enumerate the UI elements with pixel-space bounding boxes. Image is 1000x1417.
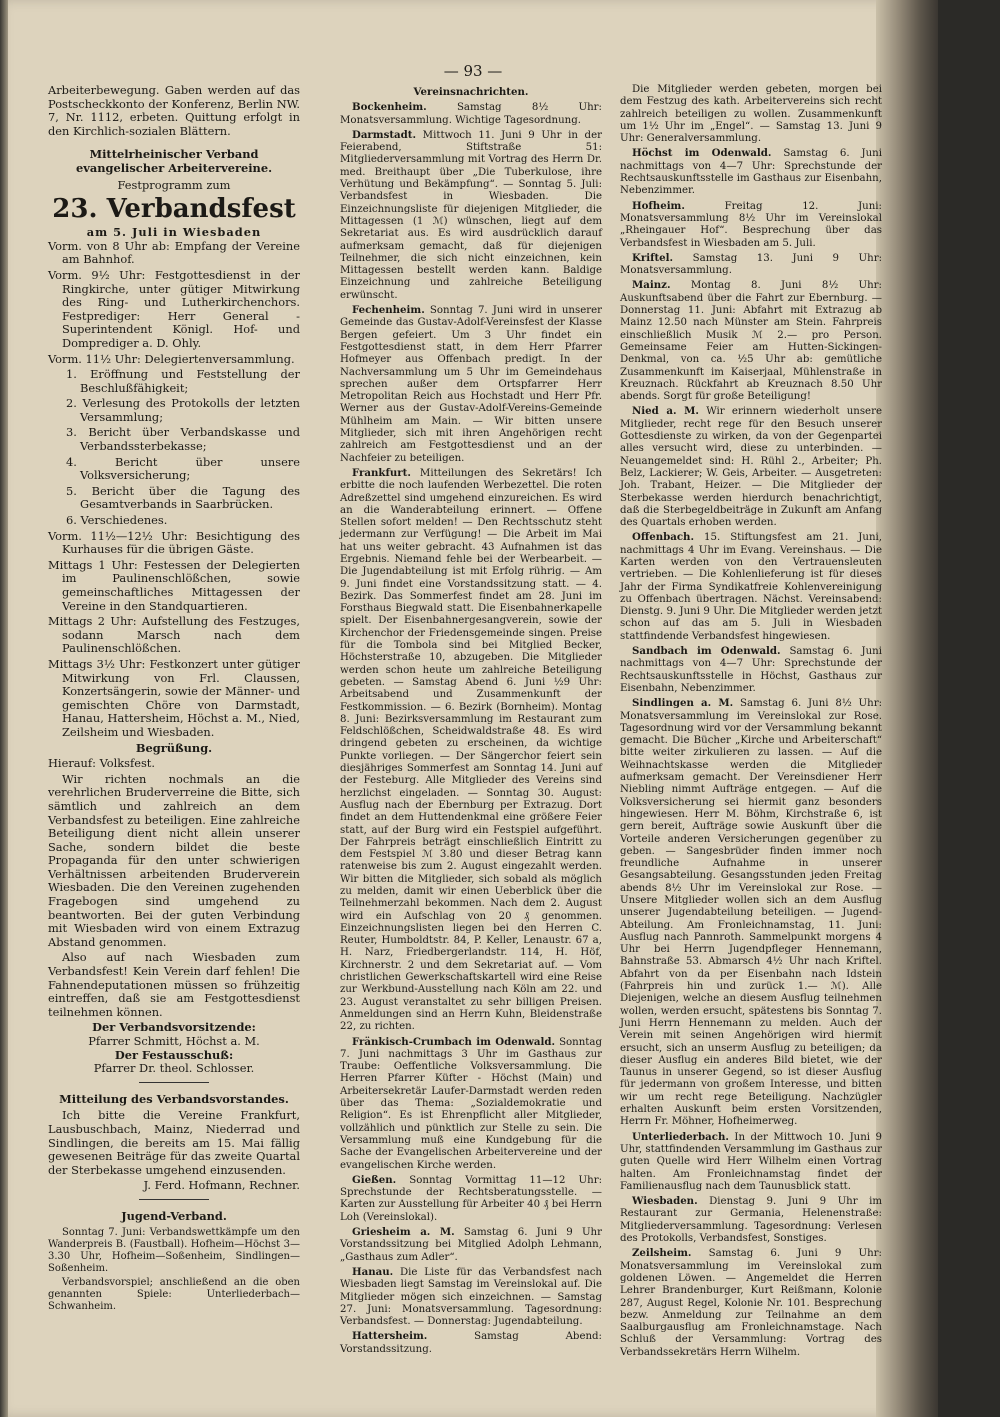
- news-item-place: Hanau.: [352, 1265, 394, 1278]
- news-item-text: Mitteilungen des Sekretärs! Ich erbitte die noch laufenden Werbezettel. Die roten Adreßzettel sind umgehend einzureichen. Es wird an die Wanderabteilung erinnert. — Offene Stellen sofort melden! — Den Rechtsschutz steht jedermann zur Verfügung! — Die Arbeit im Mai hat uns weiter gebracht. 43 Aufnahmen ist das Ergebnis. Niemand fehle bei der Werbearbeit. — Die Jugendabteilung ist mit Erfolg rührig. — Am 9. Juni findet eine Vorstandssitzung statt. — 4. Bezirk. Das Sommerfest findet am 28. Juni im Forsthaus Biegwald statt. Die Eisenbahnerkapelle spielt. Der Eisenbahnergesangverein, sowie der Kirchenchor der Friedensgemeinde singen. Preise für die Tombola sind bei Mitglied Becker, Höchsterstraße 10, abzugeben. Die Mitglieder werden schon heute um zahlreiche Beteiligung gebeten. — Samstag Abend 6. Juni ½9 Uhr: Arbeitsabend und Zusammenkunft der Festkommission. — 6. Bezirk (Bornheim). Montag 8. Juni: Bezirksversammlung im Restaurant zum Feldschlößchen, Scheidwaldstraße 48. Es wird dringend gebeten zu erscheinen, da wichtige Punkte vorliegen. — Der Sängerchor feiert sein diesjähriges Sommerfest am Sonntag 14. Juni auf der Festeburg. Alle Mitglieder des Vereins sind herzlichst eingeladen. — Sonntag 30. August: Ausflug nach der Ebernburg per Extrazug. Dort findet an dem Huttendenkmal eine größere Feier statt, auf der Burg wird ein Festspiel aufgeführt. Der Fahrpreis beträgt einschließlich Eintritt zu dem Festspiel ℳ 3.80 und dieser Betrag kann ratenweise bis zum 2. August eingezahlt werden. Wir bitten die Mitglieder, sich sobald als möglich zu melden, damit wir einen Ueberblick über die Teilnehmerzahl bekommen. Nach dem 2. August wird ein Aufschlag von 20 ₰ genommen. Einzeichnungslisten liegen bei den Herren C. Reuter, Humboldtstr. 84, P. Keller, Lenaustr. 67 a, H. Narz, Friedbergerlandstr. 114, H. Höf, Kirchnerstr. 2 und dem Sekretariat auf. — Vom christlichen Gewerkschaftskartell wird eine Reise zur Werkbund-Ausstellung nach Köln am 22. und 23. August veranstaltet zu sehr billigen Preisen. Anmeldungen sind an Herrn Kuhn, Bleidenstraße 22, zu richten.: [340, 467, 602, 1033]
- news-item-place: Nied a. M.: [632, 405, 699, 418]
- news-item-text: Samstag 6. Juni 9 Uhr Vorstandssitzung bei Mitglied Adolph Lehmann, „Gasthaus zum Adler“.: [340, 1227, 602, 1263]
- news-item-text: Die Mitglieder werden gebeten, morgen bei dem Festzug des kath. Arbeitervereins sich recht zahlreich beteiligen zu wollen. Zusammenkunft um 1½ Uhr im „Engel“. — Samstag 13. Juni 9 Uhr: Generalversammlung.: [620, 84, 882, 145]
- news-item-text: Samstag Abend: Vorstandssitzung.: [340, 1331, 602, 1355]
- verbandsfest-date: am 5. Juli in Wiesbaden: [86, 225, 262, 240]
- news-item-place: Fränkisch-Crumbach im Odenwald.: [352, 1035, 556, 1048]
- news-item-text: Samstag 6. Juni 8½ Uhr: Monatsversammlung im Vereinslokal zur Rose. Tagesordnung wird vor der Versammlung bekannt gemacht. Die Bücher „Kirche und Arbeiterschaft“ bitte weiter zirkulieren zu lassen. — Auf die Weihnachtskasse werden die Mitglieder aufmerksam gemacht. Der Vereinsdiener Herr Niebling nimmt Aufträge entgegen. — Auf die Volksversicherung sei hiermit ganz besonders hingewiesen. Herr M. Böhm, Kirchstraße 6, ist gern bereit, Aufträge sowie Auskunft über die Vorteile anderen Versicherungen gegenüber zu geben. — Sangesbrüder finden immer noch freundliche Aufnahme in unserer Gesangsabteilung. Gesangsstunden jeden Freitag abends 8½ Uhr im Vereinslokal zur Rose. — Unsere Mitglieder wollen sich an dem Ausflug unserer Jugendabteilung beteiligen. — Jugend-Abteilung. Am Fronleichnamstag, 11. Juni: Ausflug nach Pannroth. Sammelpunkt morgens 4 Uhr bei Herrn Jugendpfleger Hennemann, Bahnstraße 53. Abmarsch 4½ Uhr nach Kriftel. Abfahrt von da per Eisenbahn nach Idstein (Fahrpreis hin und zurück 1.— ℳ). Alle Diejenigen, welche an diesem Ausflug teilnehmen wollen, werden ersucht, spätestens bis Sonntag 7. Juni Herrn Hennemann zu melden. Auch der Verein mit seinen Angehörigen wird hiermit ersucht, sich an unserm Ausflug zu beteiligen; da dieser Ausflug ein anderes Bild bietet, wie der Taunus in unserer Gegend, so ist dieser Ausflug für jedermann von großem Interesse, und bitten wir um recht rege Beteiligung. Nachzügler erhalten Auskunft beim ersten Vorsitzenden, Herrn Fr. Möhner, Hofheimerweg.: [620, 698, 882, 1128]
- news-item-text: Wir erinnern wiederholt unsere Mitglieder, recht rege für den Besuch unserer Gottesdienste zu wirken, da von der Gegenpartei alles versucht wird, diese zu unterbinden. — Neuangemeldet sind: H. Rühl 2., Arbeiter; Ph. Belz, Lackierer; W. Geis, Arbeiter. — Ausgetreten: Joh. Trabant, Heizer. — Die Mitglieder der Sterbekasse werden hierdurch benachrichtigt, daß die Sterbegeldbeiträge in Zukunft am Anfang des Quartals erhoben werden.: [620, 406, 882, 529]
- news-item-place: Gießen.: [352, 1173, 397, 1186]
- news-item-text: Montag 8. Juni 8½ Uhr: Auskunftsabend über die Fahrt zur Ebernburg. — Donnerstag 11. Juni: Abfahrt mit Extrazug ab Mainz 12.50 nach Münster am Stein. Fahrpreis einschließlich Musik ℳ 2.— pro Person. Gemeinsame Feier am Hutten-Sickingen-Denkmal, von ca. ½5 Uhr ab: gemütliche Zusammenkunft im Kaiserjaal, Mühlenstraße in Kreuznach. Rückfahrt ab Kreuznach 8.50 Uhr abends. Sorgt für große Beteiligung!: [620, 280, 882, 403]
- vorsitzender-name: Pfarrer Schmitt, Höchst a. M.: [88, 1034, 260, 1048]
- program-item: Mittags 1 Uhr: Festessen der Delegierten im Paulinenschlößchen, sowie gemeinschaftliches Mittagessen der Vereine in den Standquartieren.: [48, 557, 300, 613]
- news-item: [340, 304, 602, 465]
- news-item-text: Mittwoch 11. Juni 9 Uhr in der Feierabend, Stiftstraße 51: Mitgliederversammlung mit Vortrag des Herrn Dr. med. Breithaupt über „Die Tuberkulose, ihre Verhütung und Bekämpfung“. — Sonntag 5. Juli: Verbandsfest in Wiesbaden. Die Einzeichnungsliste für diejenigen Mitglieder, die Mittagessen (1 ℳ) wünschen, liegt auf dem Sekretariat aus. Es wird ausdrücklich darauf aufmerksam gemacht, daß für diejenigen Teilnehmer, die sich nicht einzeichnen, kein Mittagessen bestellt werden kann. Baldige Einzeichnung und zahlreiche Beteiligung erwünscht.: [340, 129, 602, 301]
- agenda-item: 6. Verschiedenes.: [66, 513, 168, 528]
- news-item: [620, 405, 882, 529]
- news-item-place: Offenbach.: [632, 531, 695, 544]
- jugend-text: Sonntag 7. Juni: Verbandswettkämpfe um den Wanderpreis B. (Faustball). Hofheim—Höchst 3—3.30 Uhr, Hofheim—Soßenheim, Sindlingen—Soßenheim.: [48, 1226, 300, 1274]
- news-item: [620, 279, 882, 403]
- news-item: [340, 1330, 602, 1356]
- news-item-place: Fechenheim.: [352, 304, 425, 317]
- festausschuss-heading: Der Festausschuß:: [114, 1047, 234, 1062]
- agenda-item: 1. Eröffnung und Feststellung der Beschlußfähigkeit;: [66, 367, 300, 395]
- mitteilung-heading: Mitteilung des Verbandsvorstandes.: [59, 1091, 289, 1106]
- news-item-place: Hofheim.: [632, 199, 685, 212]
- festausschuss-name: Pfarrer Dr. theol. Schlosser.: [93, 1061, 255, 1076]
- mitteilung-text: Ich bitte die Vereine Frankfurt, Lausbuschbach, Mainz, Niederrad und Sindlingen, die bereits am 15. Mai fällig gewesenen Beiträge für das zweite Quartal der Sterbekasse umgehend einzusenden.: [48, 1108, 300, 1177]
- news-item-text: Samstag 13. Juni 9 Uhr: Monatsversammlung.: [620, 252, 882, 277]
- newspaper-page: [8, 0, 938, 1417]
- hierauf: Hierauf: Volksfest.: [48, 756, 155, 771]
- news-item: [620, 1195, 882, 1245]
- column-1: [48, 84, 300, 1315]
- news-item-text: Sonntag Vormittag 11—12 Uhr: Sprechstunde der Rechtsberatungsstelle. — Karten zur Ausstellung für Arbeiter 40 ₰ bei Herrn Loh (Vereinslokal).: [340, 1174, 602, 1223]
- news-item-text: Dienstag 9. Juni 9 Uhr im Restaurant zur Germania, Helenenstraße: Mitgliederversammlung. Tagesordnung: Verlesen des Protokolls, Verbandsfest, Sonstiges.: [620, 1196, 882, 1245]
- news-item-place: Griesheim a. M.: [352, 1226, 455, 1239]
- program-item: Vorm. 11½—12½ Uhr: Besichtigung des Kurhauses für die übrigen Gäste.: [48, 528, 300, 557]
- page-stack-edge: [876, 0, 938, 1417]
- news-item: [620, 200, 882, 250]
- news-item-text: Sonntag 7. Juni nachmittags 3 Uhr im Gasthaus zur Traube: Oeffentliche Volksversammlung. Die Herren Pfarrer Küfter - Höchst (Main) und Arbeitersekretär Laufer-Darmstadt werden reden über das Thema: „Sozialdemokratie und Religion“. Es ist Ehrenpflicht aller Mitglieder, vollzählich und pünktlich zur Stelle zu sein. Die Versammlung muß eine Kundgebung für die Sache der Evangelischen Arbeitervereine und der evangelischen Kirche werden.: [340, 1036, 602, 1171]
- news-item: [620, 147, 882, 197]
- agenda-item: 2. Verlesung des Protokolls der letzten Versammlung;: [66, 396, 300, 424]
- news-item: [340, 1266, 602, 1328]
- news-item: [340, 129, 602, 302]
- news-item-place: Mainz.: [632, 279, 671, 292]
- appeal-paragraph-2: Also auf nach Wiesbaden zum Verbandsfest! Kein Verein darf fehlen! Die Fahnendeputationen müssen so frühzeitig eintreffen, daß sie am Festgottesdienst teilnehmen können.: [48, 950, 300, 1019]
- program-item: Vorm. 11½ Uhr: Delegiertenversammlung.: [48, 351, 295, 366]
- news-item-text: Sonntag 7. Juni wird in unserer Gemeinde das Gustav-Adolf-Vereinsfest der Klasse Bergen gefeiert. Um 3 Uhr findet ein Festgottesdienst statt, in dem Herr Pfarrer Hofmeyer aus Offenbach predigt. In der Nachversammlung um 5 Uhr im Gemeindehaus sprechen außer dem Ortspfarrer Herr Metropolitan Reich aus Hochstadt und Herr Pfr. Werner aus der Gustav-Adolf-Vereins-Gemeinde Mühlheim am Main. — Wir bitten unsere Mitglieder, sich mit ihren Angehörigen recht zahlreich am Festgottesdienst und an der Nachfeier zu beteiligen.: [340, 305, 602, 464]
- verbandsfest-title: 23. Verbandsfest: [52, 194, 296, 225]
- news-item-text: Freitag 12. Juni: Monatsversammlung 8½ Uhr im Vereinslokal „Rheingauer Hof“. Besprechung über das Verbandsfest in Wiesbaden am 5. Juli.: [620, 200, 882, 249]
- program-item: Mittags 3½ Uhr: Festkonzert unter gütiger Mitwirkung von Frl. Claussen, Konzertsängerin, sowie der Männer- und gemischten Chöre von Darmstadt, Hanau, Hattersheim, Höchst a. M., Nied, Zeilsheim und Wiesbaden.: [48, 656, 300, 739]
- divider: [139, 1082, 209, 1083]
- news-item: [620, 531, 882, 643]
- news-item-place: Wiesbaden.: [632, 1195, 698, 1208]
- intro-paragraph: Arbeiterbewegung. Gaben werden auf das Postscheckkonto der Konferenz, Berlin NW. 7, Nr. 1112, erbeten. Quittung erfolgt in den Kirchlich-sozialen Blättern.: [48, 83, 300, 138]
- program-item: Vorm. von 8 Uhr ab: Empfang der Vereine am Bahnhof.: [48, 238, 300, 267]
- news-item: [340, 1226, 602, 1264]
- news-item-place: Unterliederbach.: [632, 1130, 729, 1143]
- begruessung: Begrüßung.: [135, 740, 213, 755]
- news-item-place: Sandbach im Odenwald.: [632, 645, 781, 658]
- news-item-place: Bockenheim.: [352, 101, 427, 114]
- festprogramm-label: Festprogramm zum: [117, 177, 231, 192]
- news-item-text: In der Mittwoch 10. Juni 9 Uhr, stattfindenden Versammlung im Gasthaus zur guten Quelle wird Herr Wilhelm einen Vortrag halten. Am Fronleichnamstag findet der Familienausflug nach dem Taunusblick statt.: [620, 1131, 883, 1192]
- news-item-place: Frankfurt.: [352, 466, 411, 479]
- news-item-text: Samstag 8½ Uhr: Monatsversammlung. Wichtige Tagesordnung.: [340, 102, 602, 126]
- page-number: — 93 —: [443, 62, 503, 80]
- program-item: Mittags 2 Uhr: Aufstellung des Festzuges, sodann Marsch nach dem Paulinenschlößchen.: [48, 614, 300, 656]
- agenda-item: 3. Bericht über Verbandskasse und Verbandssterbekasse;: [66, 425, 300, 454]
- news-item-text: Samstag 6. Juni nachmittags von 4—7 Uhr: Sprechstunde der Rechtsauskunftsstelle in Höchst, Gasthaus zur Eisenbahn, Nebenzimmer.: [620, 646, 882, 694]
- news-item-text: 15. Stiftungsfest am 21. Juni, nachmittags 4 Uhr im Evang. Vereinshaus. — Die Karten werden von den Vertrauensleuten vertrieben. — Die Kohlenlieferung ist für dieses Jahr der Firma Syndikatfreie Kohlenvereinigung zu Offenbach übertragen. Nächst. Vereinsabend: Dienstg. 9. Juni 9 Uhr. Die Mitglieder werden jetzt schon auf das am 5. Juli in Wiesbaden stattfindende Verbandsfest hingewiesen.: [620, 532, 882, 642]
- news-item: [340, 467, 602, 1034]
- news-item-text: Die Liste für das Verbandsfest nach Wiesbaden liegt Samstag im Vereinslokal auf. Die Mitglieder mögen sich einzeichnen. — Samstag 27. Juni: Monatsversammlung. Tagesordnung: Verbandsfest. — Donnerstag: Jugendabteilung.: [340, 1266, 602, 1328]
- news-item-text: Samstag 6. Juni 9 Uhr: Monatsversammlung im Vereinslokal zum goldenen Löwen. — Angemeldet die Herren Lehrer Brandenburger, Kurt Reißmann, Kolonie 287, August Regel, Kolonie Nr. 101. Besprechung bezw. Anmeldung zur Teilnahme an dem Saalburgausflug am Fronleichnamstage. Nach Schluß der Versammlung: Vortrag des Verbandssekretärs Herrn Wilhelm.: [620, 1248, 882, 1358]
- column-3: [620, 84, 882, 1361]
- news-item: [620, 1131, 882, 1193]
- vorsitzender-heading: Der Verbandsvorsitzende:: [92, 1020, 256, 1035]
- news-item-place: Zeilsheim.: [632, 1247, 692, 1260]
- verband-heading: Mittelrheinischer Verband evangelischer Arbeitervereine.: [75, 147, 273, 175]
- vereinsnachrichten-heading: Vereinsnachrichten.: [413, 86, 529, 98]
- news-item: [620, 645, 882, 695]
- appeal-paragraph: Wir richten nochmals an die verehrlichen Bruderverreine die Bitte, sich sämtlich und zahlreich an dem Verbandsfest zu beteiligen. Eine zahlreiche Beteiligung dient nicht allein unserer Sache, sondern bildet die beste Propaganda für den unter schwierigen Verhältnissen arbeitenden Bruderverein Wiesbaden. Die den Vereinen zugehenden Fragebogen sind umgehend zu beantworten. Bei der guten Verbindung mit Wiesbaden wird von einem Extrazug Abstand genommen.: [48, 771, 300, 949]
- jugend-heading: Jugend-Verband.: [121, 1208, 227, 1223]
- mitteilung-signature: J. Ferd. Hofmann, Rechner.: [143, 1178, 300, 1193]
- divider: [139, 1199, 209, 1200]
- news-item-place: Darmstadt.: [352, 128, 417, 141]
- jugend-text-2: Verbandsvorspiel; anschließend an die oben genannten Spiele: Unterliederbach—Schwanheim.: [48, 1276, 300, 1312]
- news-item: [340, 1174, 602, 1224]
- agenda-item: 5. Bericht über die Tagung des Gesamtverbands in Saarbrücken.: [66, 483, 300, 512]
- program-item: Vorm. 9½ Uhr: Festgottesdienst in der Ringkirche, unter gütiger Mitwirkung des Ring- und Lutherkirchenchors. Festprediger: Herr General - Superintendent Königl. Hof- und Domprediger a. D. Ohly.: [48, 267, 300, 350]
- news-item-place: Hattersheim.: [352, 1330, 428, 1343]
- news-item: [620, 1247, 882, 1359]
- news-item-text: Samstag 6. Juni nachmittags von 4—7 Uhr: Sprechstunde der Rechtsauskunftsstelle im Gasthaus zur Eisenbahn, Nebenzimmer.: [620, 148, 882, 197]
- agenda-item: 4. Bericht über unsere Volksversicherung;: [66, 454, 300, 483]
- news-item-place: Kriftel.: [632, 251, 674, 264]
- news-item: [620, 84, 882, 145]
- news-item: [340, 1036, 602, 1172]
- news-item: [340, 101, 602, 127]
- news-item-place: Höchst im Odenwald.: [632, 147, 772, 160]
- column-2: [340, 84, 602, 1358]
- news-item: [620, 697, 882, 1128]
- news-item-place: Sindlingen a. M.: [632, 697, 734, 710]
- news-item: [620, 252, 882, 278]
